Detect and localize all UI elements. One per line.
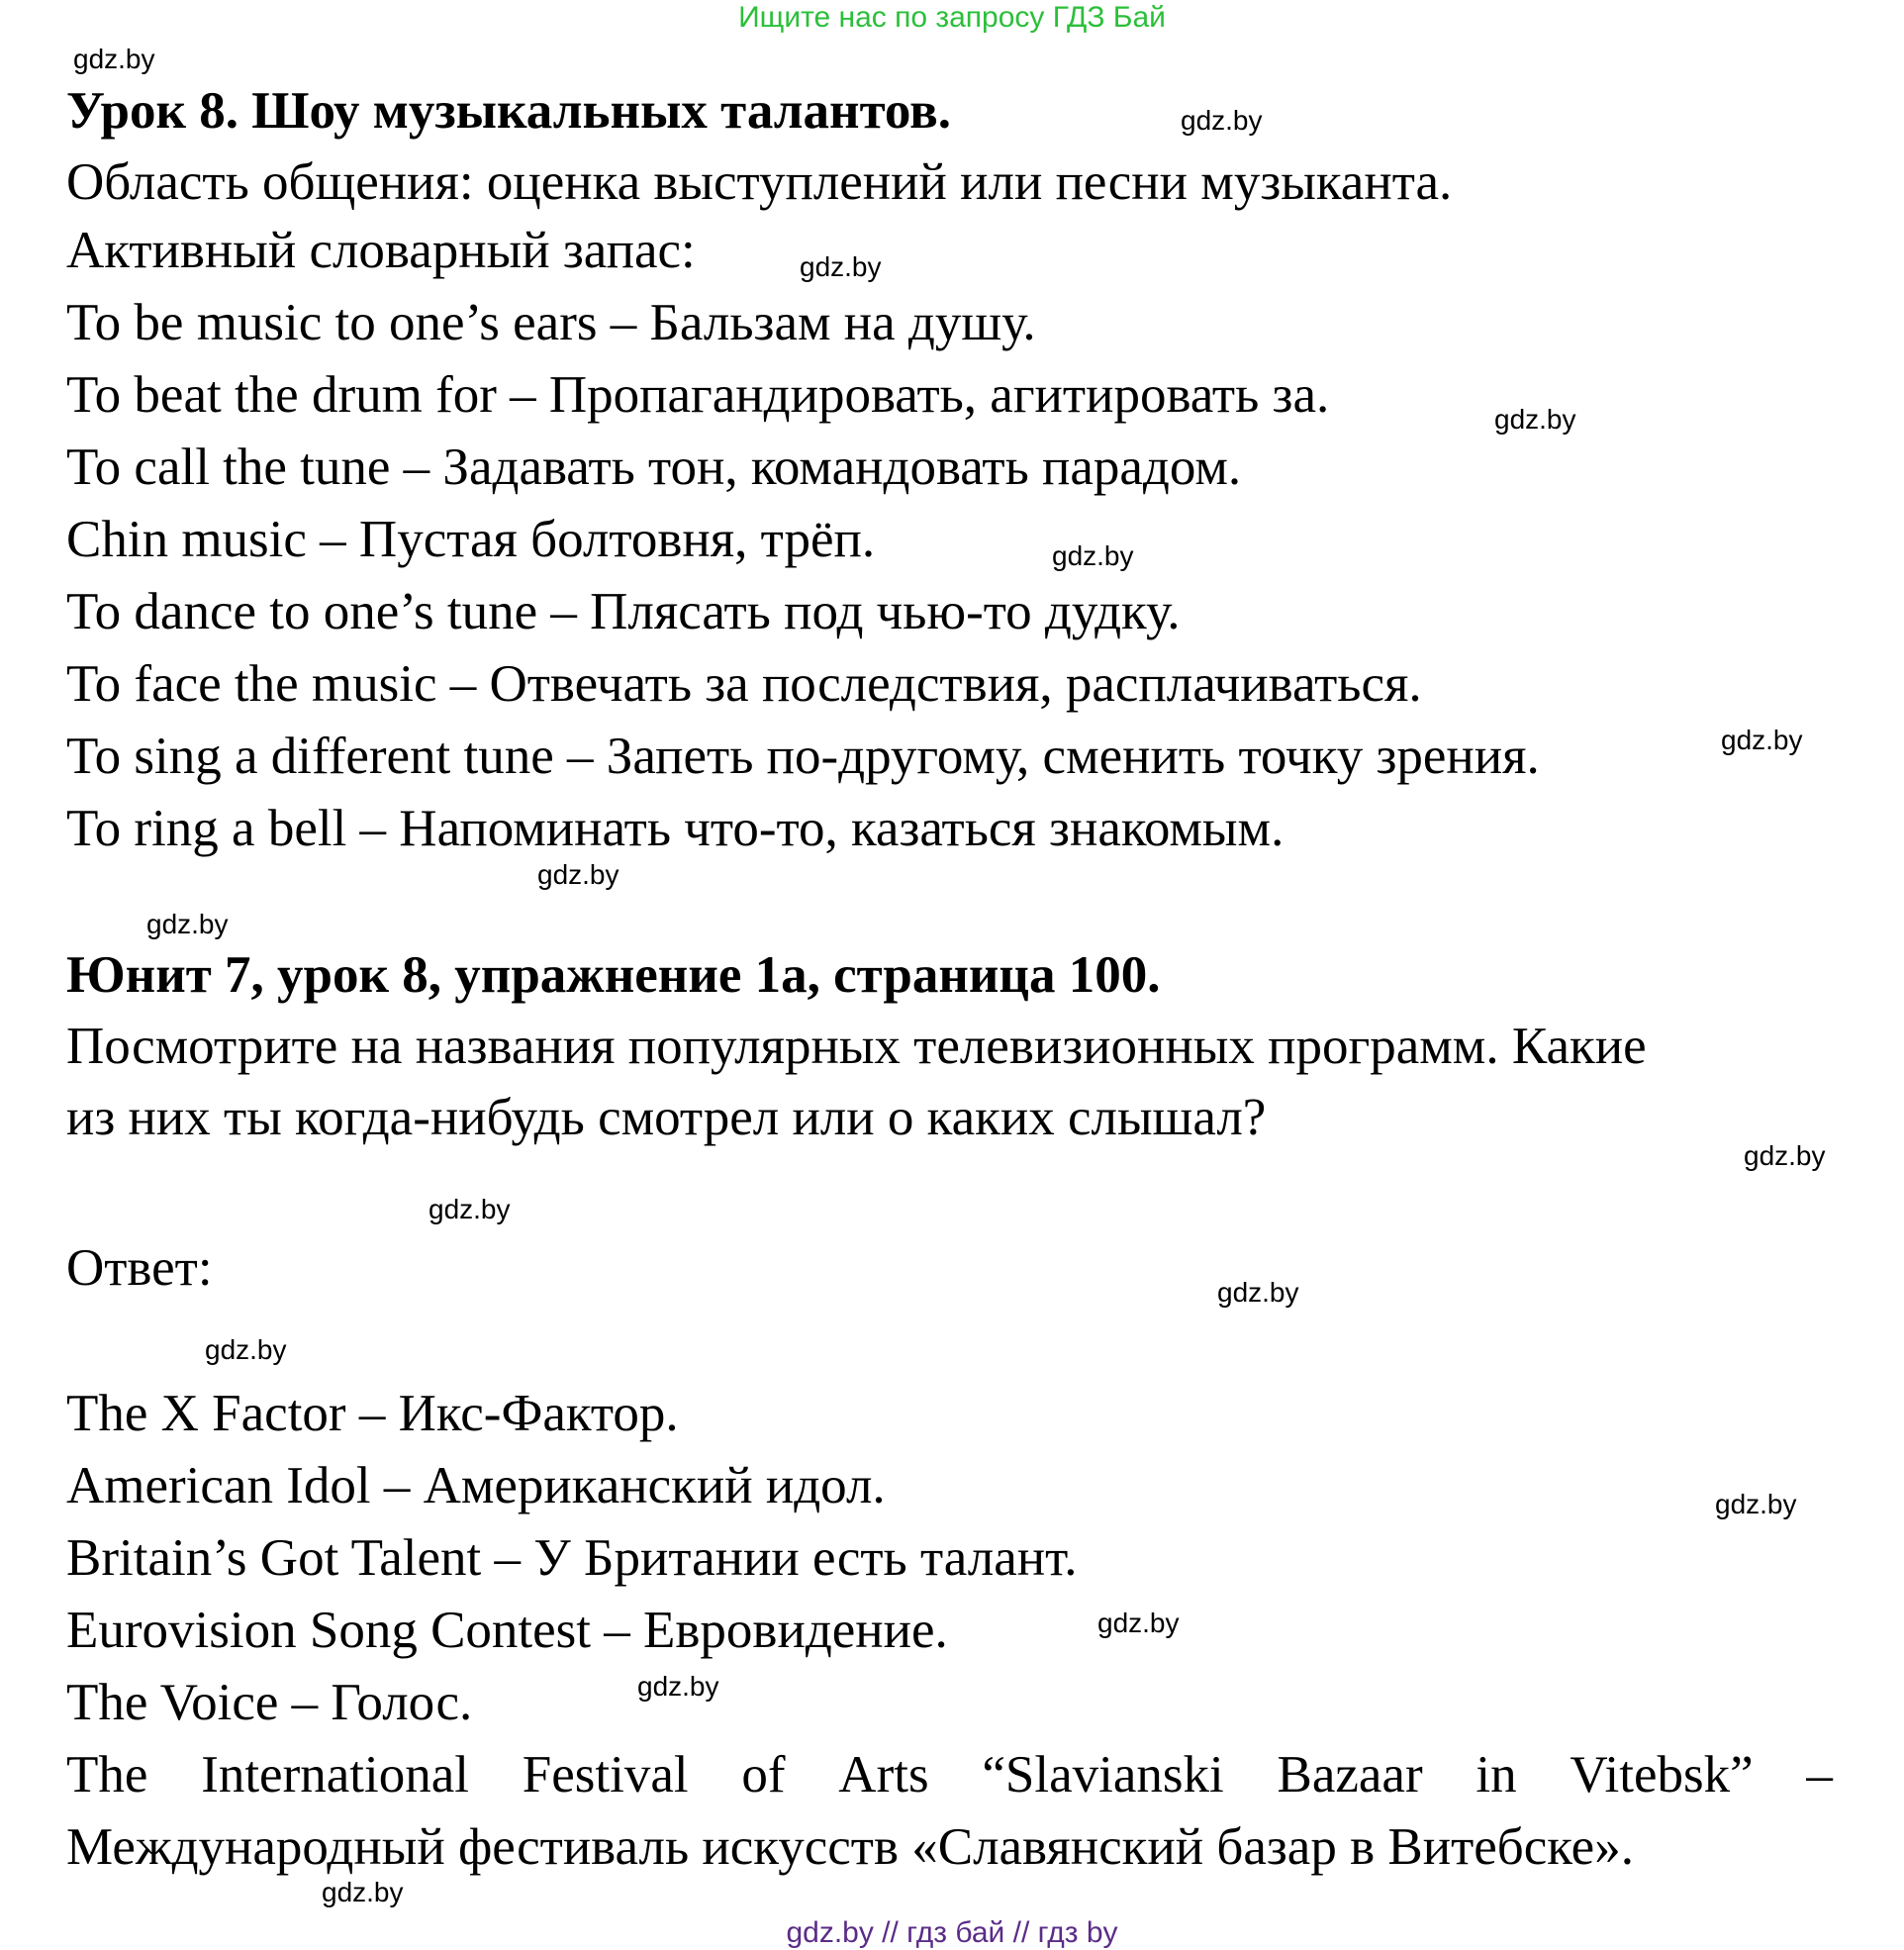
vocab-item: To call the tune – Задавать тон, командовать парадом. bbox=[66, 439, 1242, 496]
vocab-item: To ring a bell – Напоминать что-то, казаться знакомым. bbox=[66, 800, 1285, 857]
answer-item: American Idol – Американский идол. bbox=[66, 1457, 886, 1514]
watermark: gdz.by bbox=[146, 909, 229, 939]
watermark: gdz.by bbox=[322, 1877, 404, 1907]
vocab-item: To face the music – Отвечать за последствия, расплачиваться. bbox=[66, 655, 1422, 713]
watermark: gdz.by bbox=[1052, 540, 1134, 571]
watermark: gdz.by bbox=[1721, 725, 1803, 755]
top-banner[interactable]: Ищите нас по запросу ГДЗ Бай bbox=[738, 1, 1166, 34]
watermark: gdz.by bbox=[537, 859, 619, 890]
answer-item: Eurovision Song Contest – Евровидение. bbox=[66, 1602, 948, 1659]
word: Arts bbox=[838, 1746, 929, 1804]
watermark: gdz.by bbox=[205, 1334, 287, 1365]
vocab-item: To beat the drum for – Пропагандировать, агитировать за. bbox=[66, 366, 1330, 424]
word: Festival bbox=[522, 1746, 689, 1804]
watermark: gdz.by bbox=[1181, 105, 1263, 136]
vocab-item: To be music to one’s ears – Бальзам на душу. bbox=[66, 294, 1036, 351]
word: The bbox=[66, 1746, 148, 1804]
exercise-question-line2: из них ты когда-нибудь смотрел или о каких слышал? bbox=[66, 1089, 1267, 1146]
word: Vitebsk” bbox=[1570, 1746, 1754, 1804]
word: of bbox=[741, 1746, 786, 1804]
word: – bbox=[1806, 1746, 1833, 1804]
lesson-title: Урок 8. Шоу музыкальных талантов. bbox=[66, 82, 951, 140]
watermark: gdz.by bbox=[428, 1194, 511, 1224]
answer-item: The X Factor – Икс-Фактор. bbox=[66, 1385, 679, 1442]
vocab-item: To sing a different tune – Запеть по-другому, сменить точку зрения. bbox=[66, 728, 1540, 785]
answer-item: Britain’s Got Talent – У Британии есть талант. bbox=[66, 1529, 1078, 1587]
watermark: gdz.by bbox=[1494, 404, 1576, 435]
lesson-area: Область общения: оценка выступлений или песни музыканта. bbox=[66, 153, 1453, 211]
word: International bbox=[201, 1746, 469, 1804]
vocab-heading: Активный словарный запас: bbox=[66, 222, 696, 279]
word: Bazaar bbox=[1277, 1746, 1423, 1804]
answer-item-festival-line2: Международный фестиваль искусств «Славянский базар в Витебске». bbox=[66, 1818, 1634, 1876]
watermark: gdz.by bbox=[800, 251, 882, 282]
watermark: gdz.by bbox=[1217, 1277, 1299, 1308]
watermark: gdz.by bbox=[637, 1671, 719, 1702]
watermark: gdz.by bbox=[1097, 1608, 1180, 1638]
exercise-title: Юнит 7, урок 8, упражнение 1а, страница 100. bbox=[66, 946, 1161, 1004]
exercise-question-line1: Посмотрите на названия популярных телевизионных программ. Какие bbox=[66, 1018, 1647, 1075]
answer-label: Ответ: bbox=[66, 1239, 213, 1297]
vocab-item: To dance to one’s tune – Плясать под чью-то дудку. bbox=[66, 583, 1181, 640]
answer-item-festival-line1 bbox=[66, 1744, 1833, 1805]
footer-links[interactable]: gdz.by // гдз бай // гдз by bbox=[786, 1916, 1118, 1949]
vocab-item: Chin music – Пустая болтовня, трёп. bbox=[66, 511, 876, 568]
watermark: gdz.by bbox=[73, 44, 155, 74]
answer-item: The Voice – Голос. bbox=[66, 1674, 473, 1731]
watermark: gdz.by bbox=[1715, 1489, 1797, 1519]
word: “Slavianski bbox=[982, 1746, 1224, 1804]
word: in bbox=[1476, 1746, 1517, 1804]
watermark: gdz.by bbox=[1744, 1140, 1826, 1171]
